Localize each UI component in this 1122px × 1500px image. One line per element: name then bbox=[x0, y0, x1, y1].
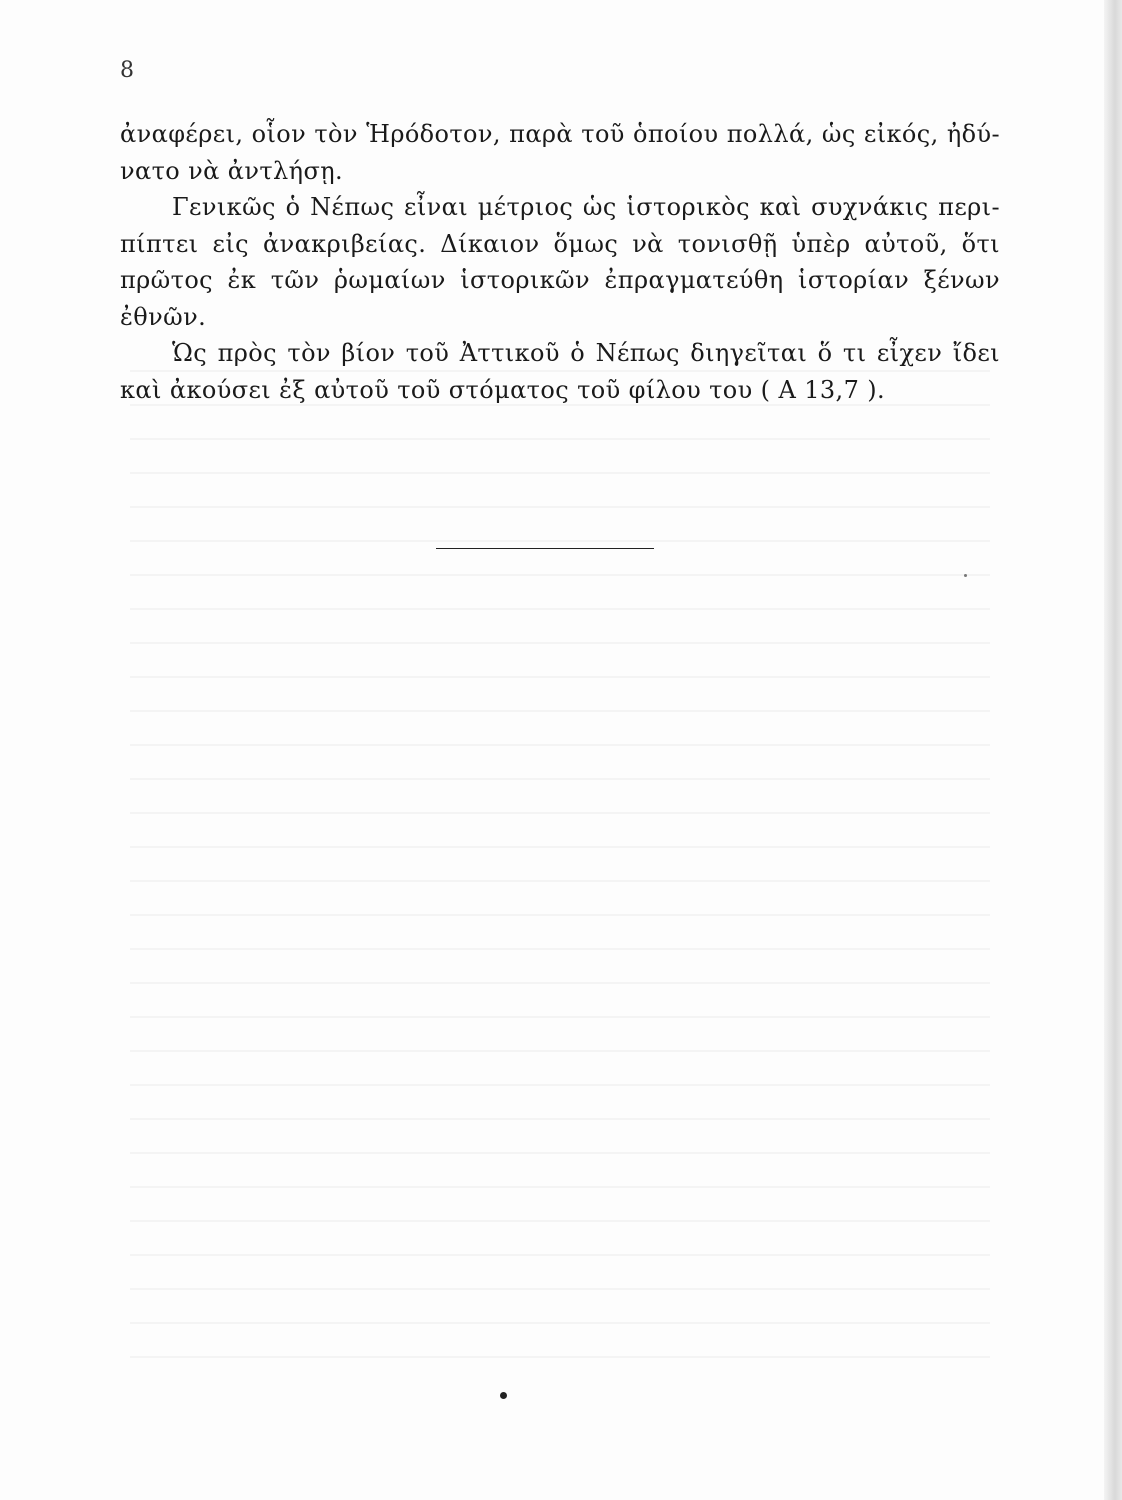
text-line: πίπτει εἰς ἀνακριβείας. Δίκαιον ὅμως νὰ τονισθῇ ὑπὲρ αὐτοῦ, ὅτι bbox=[120, 229, 1000, 258]
text-line: νατο νὰ ἀντλήσῃ. bbox=[120, 156, 344, 185]
scan-speck bbox=[964, 574, 967, 577]
text-line: Γενικῶς ὁ Νέπως εἶναι μέτριος ὡς ἱστορικὸς καὶ συχνάκις περι- bbox=[172, 193, 1000, 221]
text-line: Ὡς πρὸς τὸν βίον τοῦ Ἀττικοῦ ὁ Νέπως διηγεῖται ὅ τι εἶχεν ἴδει bbox=[172, 339, 1000, 367]
text-line: ἀναφέρει, οἷον τὸν Ἡρόδοτον, παρὰ τοῦ ὁποίου πολλά, ὡς εἰκός, ἠδύ- bbox=[120, 120, 1000, 148]
show-through-text bbox=[130, 370, 990, 1370]
page-number: 8 bbox=[120, 58, 134, 83]
bottom-dot bbox=[500, 1392, 507, 1399]
body-text bbox=[120, 116, 1000, 408]
text-line: πρῶτος ἐκ τῶν ῥωμαίων ἱστορικῶν ἐπραγματεύθη ἱστορίαν ξένων ἐθνῶν. bbox=[120, 266, 1000, 331]
text-line: καὶ ἀκούσει ἐξ αὐτοῦ τοῦ στόματος τοῦ φίλου του ( Α 13,7 ). bbox=[120, 375, 886, 404]
page-edge-shadow bbox=[1104, 0, 1122, 1500]
section-divider bbox=[436, 548, 654, 549]
